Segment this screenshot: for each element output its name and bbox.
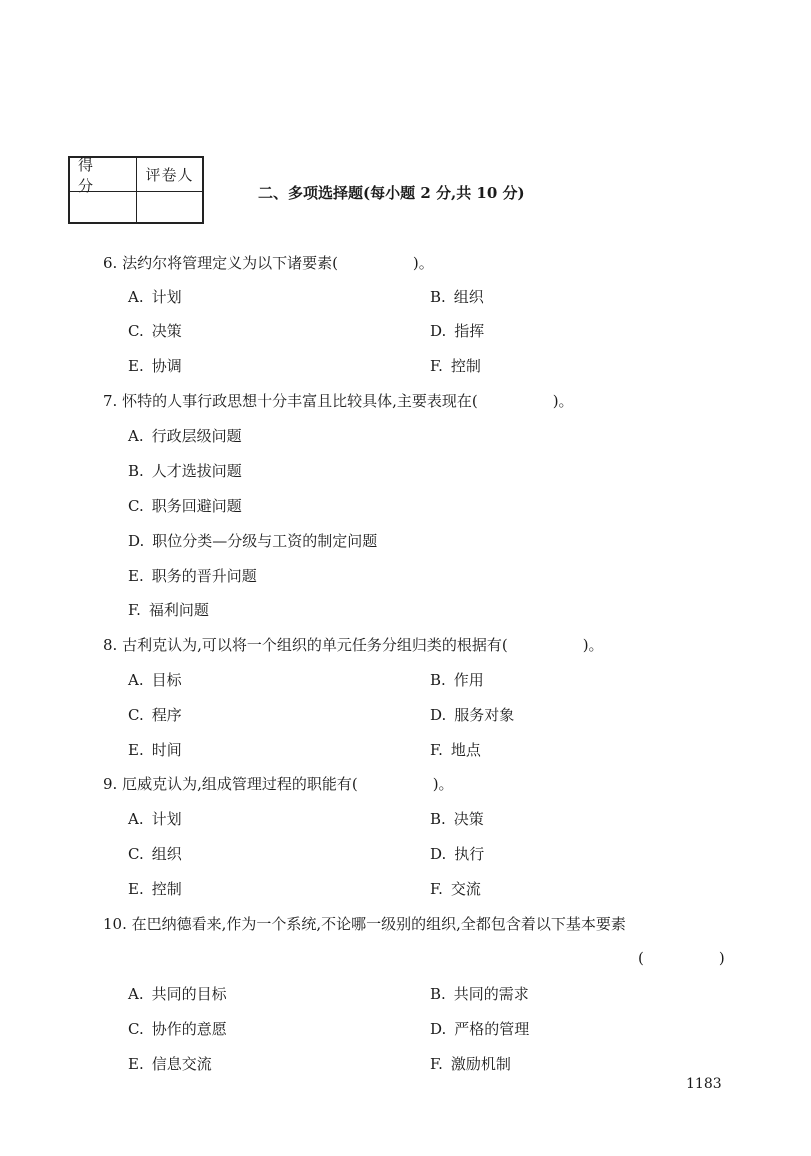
question-9-option-e: E. 控制 bbox=[128, 880, 182, 898]
score-label: 得 分 bbox=[70, 158, 137, 192]
question-7-option-d: D. 职位分类—分级与工资的制定问题 bbox=[128, 532, 378, 550]
score-cell-empty bbox=[70, 192, 137, 222]
question-10-option-e: E. 信息交流 bbox=[128, 1055, 212, 1073]
grader-cell-empty bbox=[137, 192, 202, 222]
question-8-option-d: D. 服务对象 bbox=[430, 706, 515, 724]
question-6-option-a: A. 计划 bbox=[128, 288, 182, 306]
question-8-option-c: C. 程序 bbox=[128, 706, 182, 724]
section-title: 二、多项选择题(每小题 2 分,共 10 分) bbox=[258, 184, 525, 202]
page-number: 1183 bbox=[686, 1076, 722, 1092]
question-10-answer-blank: ( ) bbox=[638, 949, 725, 967]
question-6-option-f: F. 控制 bbox=[430, 357, 481, 375]
question-8-option-b: B. 作用 bbox=[430, 671, 484, 689]
question-8-option-a: A. 目标 bbox=[128, 671, 182, 689]
question-6-stem: 6. 法约尔将管理定义为以下诸要素( )。 bbox=[103, 254, 434, 272]
question-9-option-d: D. 执行 bbox=[430, 845, 485, 863]
question-7-option-c: C. 职务回避问题 bbox=[128, 497, 242, 515]
question-7-option-e: E. 职务的晋升问题 bbox=[128, 567, 257, 585]
question-9-option-f: F. 交流 bbox=[430, 880, 481, 898]
question-6-option-b: B. 组织 bbox=[430, 288, 484, 306]
question-8-option-e: E. 时间 bbox=[128, 741, 182, 759]
question-9-option-b: B. 决策 bbox=[430, 810, 484, 828]
question-7-option-f: F. 福利问题 bbox=[128, 601, 209, 619]
question-6-option-d: D. 指挥 bbox=[430, 322, 485, 340]
question-7-stem: 7. 怀特的人事行政思想十分丰富且比较具体,主要表现在( )。 bbox=[103, 392, 574, 410]
question-10-option-c: C. 协作的意愿 bbox=[128, 1020, 227, 1038]
grader-label: 评卷人 bbox=[137, 158, 202, 192]
question-6-option-e: E. 协调 bbox=[128, 357, 182, 375]
question-9-stem: 9. 厄威克认为,组成管理过程的职能有( )。 bbox=[103, 775, 454, 793]
question-10-option-b: B. 共同的需求 bbox=[430, 985, 529, 1003]
question-7-option-a: A. 行政层级问题 bbox=[128, 427, 242, 445]
question-9-option-c: C. 组织 bbox=[128, 845, 182, 863]
question-10-option-a: A. 共同的目标 bbox=[128, 985, 227, 1003]
question-10-option-f: F. 激励机制 bbox=[430, 1055, 511, 1073]
question-7-option-b: B. 人才选拔问题 bbox=[128, 462, 242, 480]
question-9-option-a: A. 计划 bbox=[128, 810, 182, 828]
question-8-option-f: F. 地点 bbox=[430, 741, 481, 759]
question-10-option-d: D. 严格的管理 bbox=[430, 1020, 530, 1038]
question-8-stem: 8. 古利克认为,可以将一个组织的单元任务分组归类的根据有( )。 bbox=[103, 636, 604, 654]
question-10-stem: 10. 在巴纳德看来,作为一个系统,不论哪一级别的组织,全都包含着以下基本要素 bbox=[103, 915, 626, 933]
question-6-option-c: C. 决策 bbox=[128, 322, 182, 340]
score-box bbox=[68, 156, 204, 224]
